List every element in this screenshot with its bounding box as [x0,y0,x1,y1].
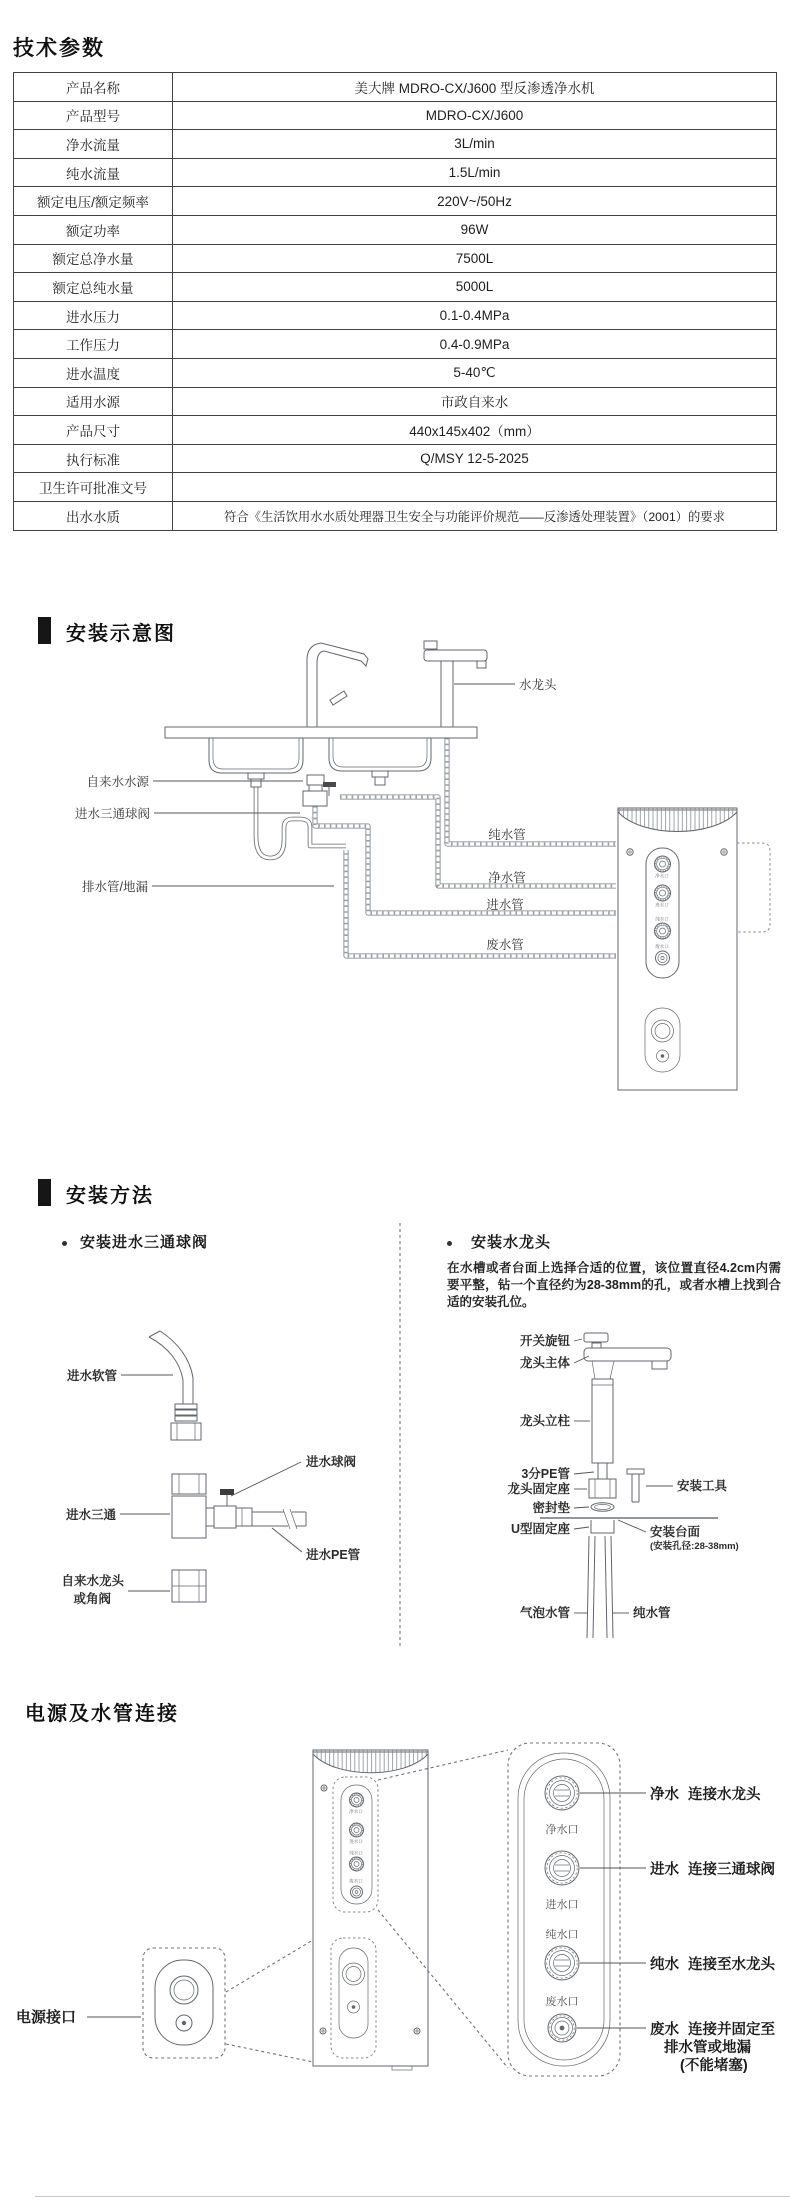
detail-port-waste [546,1994,579,2042]
svg-text:自来水水源: 自来水水源 [86,775,149,789]
svg-text:净水口: 净水口 [545,1824,579,1836]
svg-text:电源接口: 电源接口 [16,2009,77,2026]
water-purifier-side-view [618,808,770,1090]
svg-text:净水连接水龙头: 净水 连接水龙头 [650,1787,761,1803]
spec-value-cell: 0.1-0.4MPa [173,301,777,330]
inlet-tee-valve [303,775,336,806]
svg-text:(安装孔径:28-38mm): (安装孔径:28-38mm) [650,1541,739,1552]
spec-label-cell: 额定总净水量 [14,244,173,273]
install-valve-heading: 安装进水三通球阀 [80,1234,209,1251]
pipe-pure [447,732,616,844]
label-ball-valve [231,1454,357,1496]
label-tool [646,1478,728,1493]
connection-clean [580,1785,761,1803]
label-inlet-pipe: 进水管 [486,898,524,912]
connection-waste [577,2020,775,2074]
spec-value-cell: 0.4-0.9MPa [173,330,777,359]
spec-value-cell: 7500L [173,244,777,273]
kitchen-faucet [307,643,368,727]
svg-text:进水连接三通球阀: 进水 连接三通球阀 [650,1862,775,1878]
svg-text:龙头立柱: 龙头立柱 [519,1414,570,1428]
svg-text:(不能堵塞): (不能堵塞) [680,2058,748,2074]
spec-value-cell [173,473,777,502]
svg-text:进水口: 进水口 [545,1899,579,1911]
spec-label-cell: 出水水质 [14,501,173,530]
label-tap-adapter [61,1573,170,1606]
spec-label-cell: 纯水流量 [14,158,173,187]
spec-value-cell: 440x145x402（mm） [173,416,777,445]
pipe-inlet [315,806,616,913]
label-pe-pipe [272,1528,361,1562]
port-label-inlet: 进水口 [655,902,669,908]
spec-value-cell: 5-40℃ [173,358,777,387]
label-inlet-hose [66,1368,173,1383]
detail-port-clean [545,1776,579,1836]
svg-text:纯水口: 纯水口 [349,1850,363,1856]
label-u-mount [511,1521,589,1536]
svg-text:安装工具: 安装工具 [677,1479,728,1493]
svg-text:排水管或地漏: 排水管或地漏 [664,2040,751,2056]
spec-label-cell: 进水压力 [14,301,173,330]
install-diagram-title: 安装示意图 [66,623,176,645]
label-counter [618,1520,739,1552]
port-label-clean: 净水口 [655,873,669,879]
svg-text:进水口: 进水口 [349,1839,363,1844]
connection-pure [580,1955,775,1973]
label-gasket [532,1500,589,1515]
port-label-waste: 废水口 [655,944,669,949]
inlet-hose-drawing [149,1331,201,1440]
detail-port-pure [545,1927,579,1980]
spec-value-cell: 220V~/50Hz [173,187,777,216]
section-marker [38,1179,51,1206]
tech-params-title: 技术参数 [13,37,105,60]
spec-label-cell: 适用水源 [14,387,173,416]
spec-value-cell: 市政自来水 [173,387,777,416]
spec-label-cell: 净水流量 [14,130,173,159]
svg-text:龙头固定座: 龙头固定座 [507,1482,570,1496]
label-waste-pipe: 废水管 [486,938,524,952]
svg-text:U型固定座: U型固定座 [510,1522,570,1536]
power-port-detail [143,1940,313,2062]
spec-value-cell: 96W [173,215,777,244]
pipe-waste [346,850,616,956]
svg-text:水龙头: 水龙头 [519,678,557,692]
spec-value-cell: 3L/min [173,130,777,159]
install-tool-drawing [627,1469,644,1502]
spec-value-cell: Q/MSY 12-5-2025 [173,444,777,473]
label-tap-source [86,774,303,789]
label-mount [507,1481,587,1496]
svg-text:密封垫: 密封垫 [532,1501,570,1515]
svg-text:气泡水管: 气泡水管 [519,1606,570,1620]
drain-trap [256,785,346,858]
label-pe [521,1466,594,1481]
connection-inlet [580,1860,775,1878]
svg-text:3分PE管: 3分PE管 [521,1467,570,1481]
label-column [520,1413,590,1428]
spec-label-cell: 工作压力 [14,330,173,359]
spec-label-cell: 进水温度 [14,358,173,387]
svg-text:废水口: 废水口 [545,1996,579,2008]
install-faucet-heading: 安装水龙头 [471,1234,552,1251]
label-tee [65,1507,170,1522]
tap-adapter-drawing [172,1570,206,1602]
spec-label-cell: 额定总纯水量 [14,273,173,302]
spec-label-cell: 卫生许可批准文号 [14,473,173,502]
svg-text:废水连接并固定至: 废水 连接并固定至 [650,2022,775,2038]
label-faucet-body [520,1355,589,1370]
label-clean-pipe: 净水管 [488,871,526,885]
svg-text:纯水口: 纯水口 [545,1929,579,1941]
svg-text:或角阀: 或角阀 [73,1592,111,1606]
svg-text:废水口: 废水口 [349,1878,363,1884]
svg-text:纯水管: 纯水管 [633,1606,671,1620]
svg-text:进水PE管: 进水PE管 [306,1548,361,1562]
spec-table [13,72,777,531]
label-pure-pipe: 纯水管 [488,828,526,842]
tee-valve-drawing [172,1474,306,1538]
svg-text:进水球阀: 进水球阀 [306,1455,357,1469]
svg-text:安装台面: 安装台面 [650,1525,701,1539]
label-faucet [454,677,557,692]
label-inlet-valve [75,806,300,821]
spec-value-cell: MDRO-CX/J600 [173,101,777,130]
install-method-drawing [0,1220,790,1660]
spec-value-cell: 美大牌 MDRO-CX/J600 型反渗透净水机 [173,73,777,102]
install-diagram-drawing [0,600,790,1100]
label-knob [520,1333,582,1348]
svg-text:进水软管: 进水软管 [66,1369,117,1383]
spec-value-cell: 符合《生活饮用水水质处理器卫生安全与功能评价规范——反渗透处理装置》（2001）的要求 [173,501,777,530]
detail-port-inlet [545,1851,579,1911]
power-section-title: 电源及水管连接 [25,1703,179,1725]
spec-label-cell: 产品型号 [14,101,173,130]
svg-text:自来水龙头: 自来水龙头 [61,1574,124,1588]
port-label-pure: 纯水口 [655,916,669,922]
spec-value-cell: 5000L [173,273,777,302]
spec-label-cell: 产品名称 [14,73,173,102]
spec-label-cell: 额定功率 [14,215,173,244]
label-bubble-pipe [520,1605,587,1620]
spec-label-cell: 执行标准 [14,444,173,473]
svg-text:净水口: 净水口 [349,1809,363,1814]
install-method-title: 安装方法 [66,1185,154,1207]
svg-text:排水管/地漏: 排水管/地漏 [82,880,148,894]
spec-label-cell: 产品尺寸 [14,416,173,445]
spec-value-cell: 1.5L/min [173,158,777,187]
spec-label-cell: 额定电压/额定频率 [14,187,173,216]
svg-text:龙头主体: 龙头主体 [519,1356,570,1370]
label-drain [82,879,334,894]
power-connection-drawing [0,1730,790,2090]
water-purifier-back-view [313,1750,428,2070]
svg-text:开关旋钮: 开关旋钮 [519,1334,570,1348]
label-pure-pipe-2 [613,1605,671,1620]
svg-text:纯水连接至水龙头: 纯水 连接至水龙头 [650,1957,775,1973]
install-faucet-paragraph: 在水槽或者台面上选择合适的位置，该位置直径4.2cm内需要平整，钻一个直径约为28-38mm的孔，或者水槽上找到合适的安装孔位。 [447,1261,781,1309]
page-bottom-divider [35,2196,790,2197]
label-power-port [16,2008,141,2026]
svg-text:进水三通: 进水三通 [65,1508,116,1522]
svg-text:进水三通球阀: 进水三通球阀 [74,807,150,821]
